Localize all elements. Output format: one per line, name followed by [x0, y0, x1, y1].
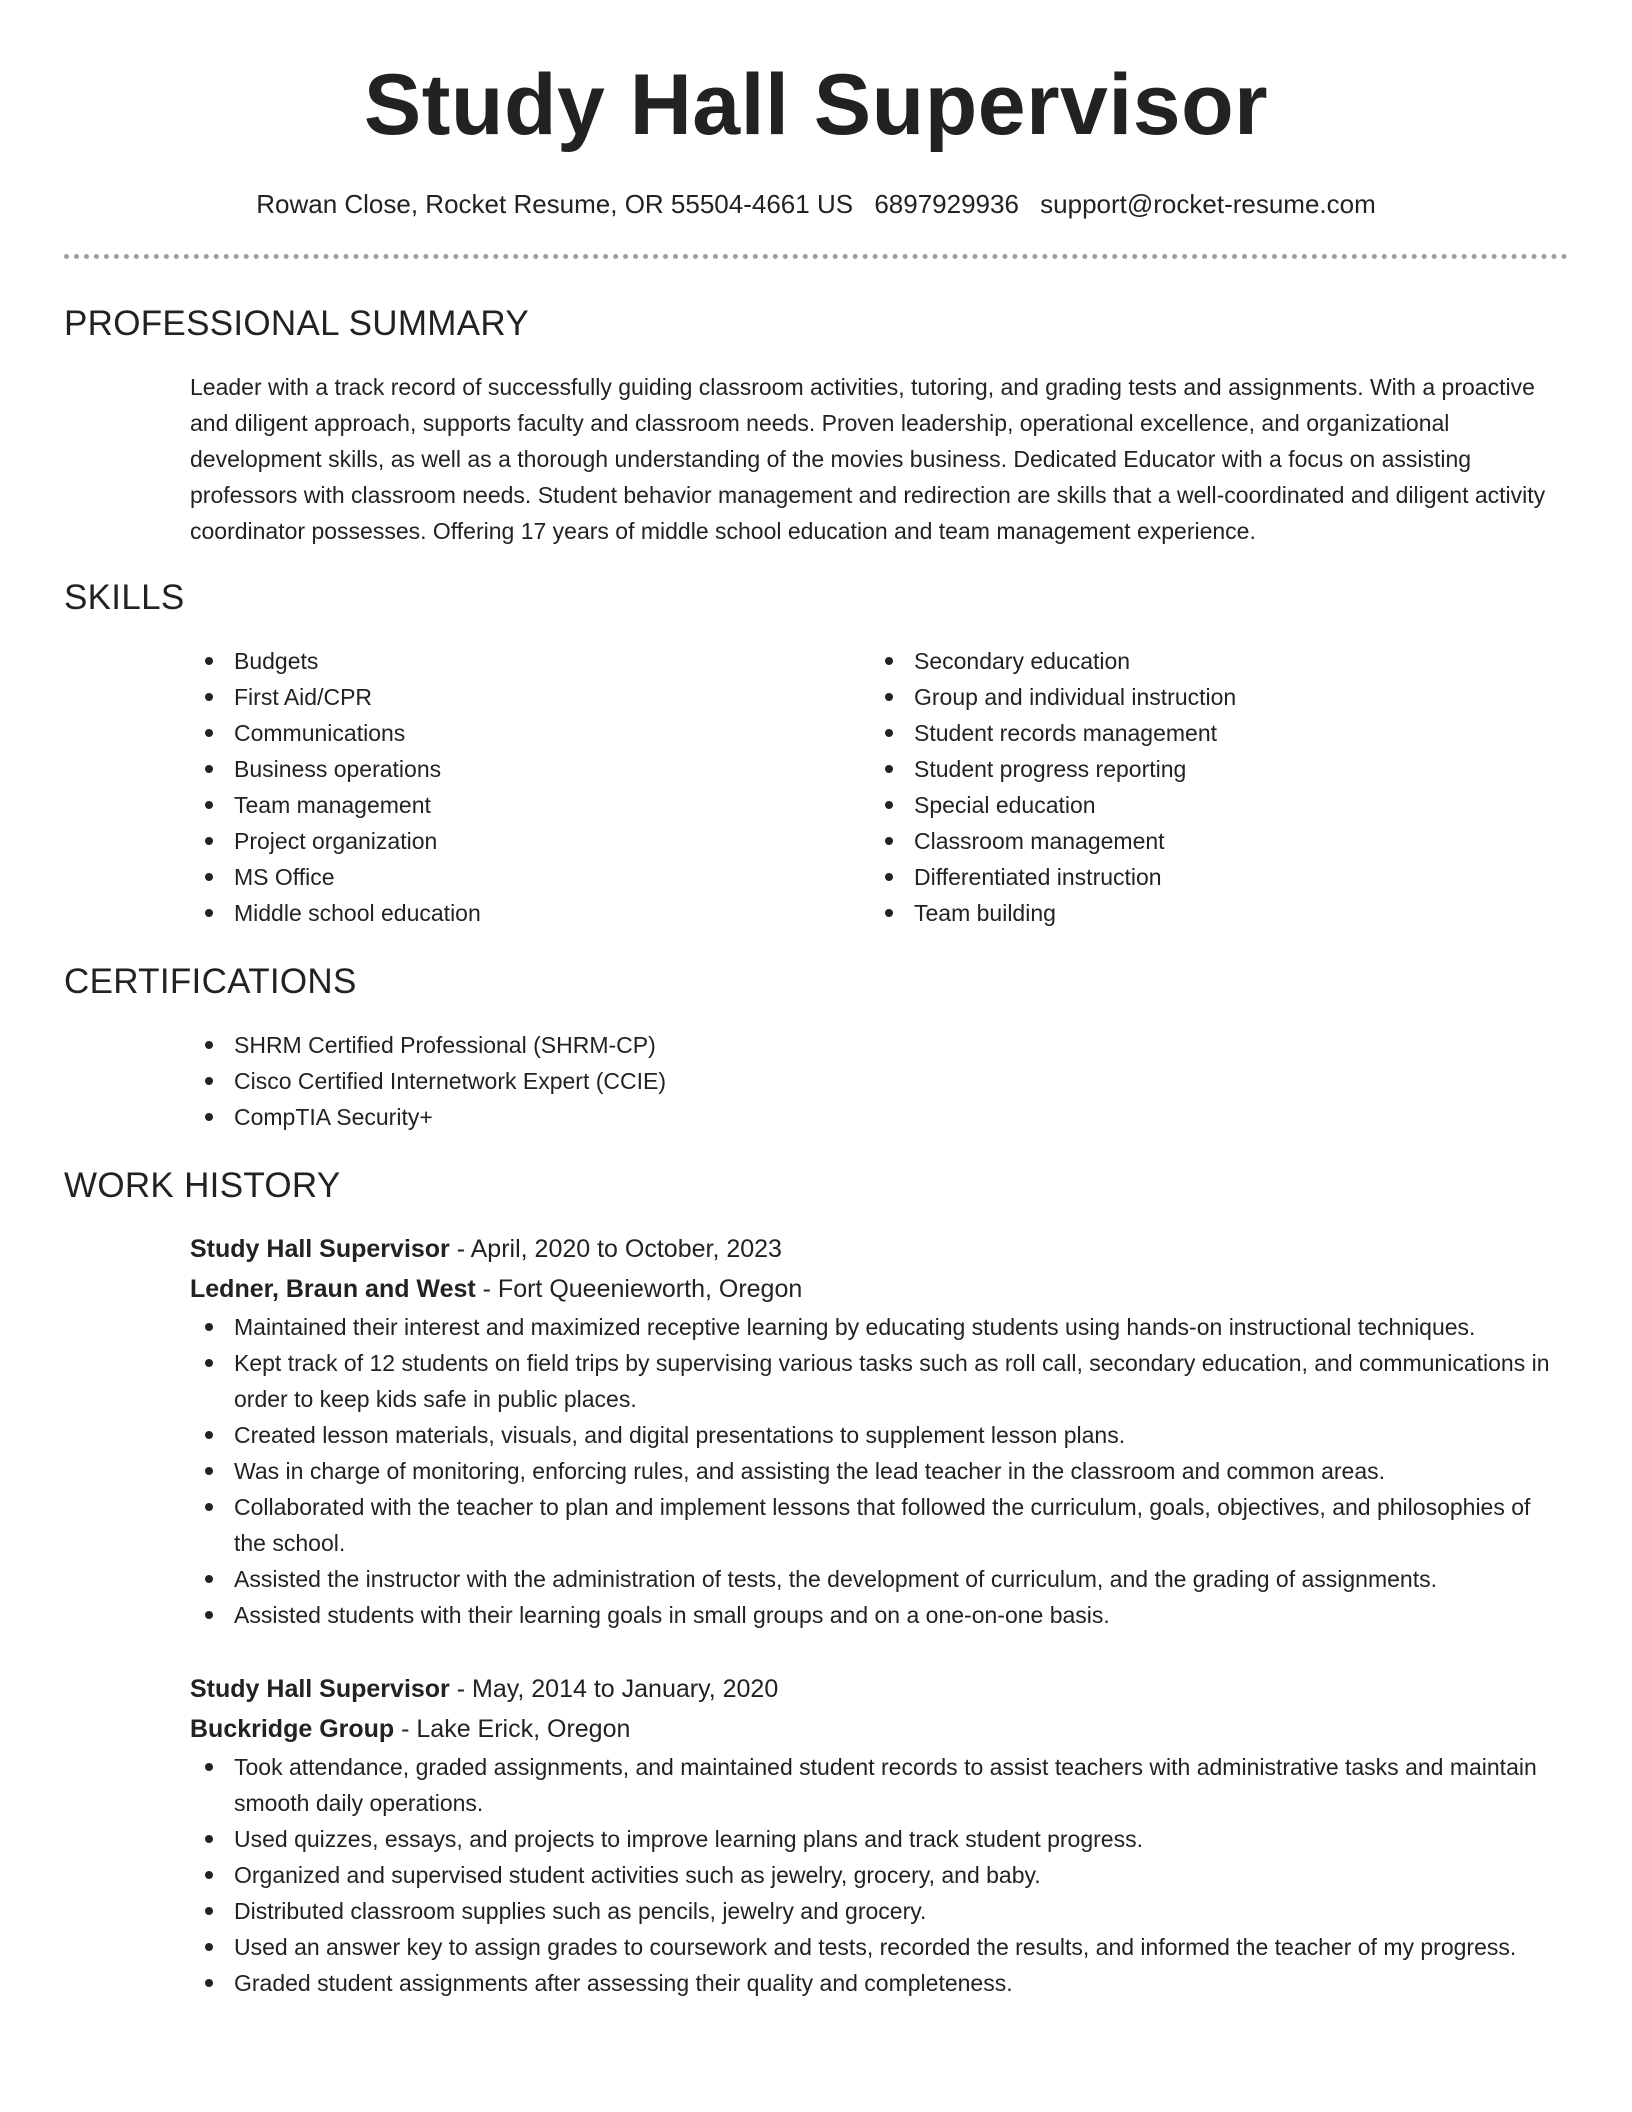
certification-item: Cisco Certified Internetwork Expert (CCIE) [190, 1063, 1568, 1099]
section-title-certifications: CERTIFICATIONS [64, 962, 357, 1001]
skill-item: Middle school education [190, 895, 870, 931]
skill-item: Team management [190, 787, 870, 823]
skill-item: Classroom management [870, 823, 1550, 859]
job-bullet: Used an answer key to assign grades to coursework and tests, recorded the results, and informed the teacher of my progress. [190, 1929, 1568, 1965]
certification-item: CompTIA Security+ [190, 1099, 1568, 1135]
job-company: Buckridge Group [190, 1715, 395, 1743]
job-bullet: Collaborated with the teacher to plan and implement lessons that followed the curriculum, goals, objectives, and philosophies of the school. [190, 1489, 1568, 1561]
job-title-line [190, 1229, 1568, 1269]
contact-line [64, 188, 1568, 220]
job-dates: - April, 2020 to October, 2023 [449, 1235, 782, 1263]
certifications-list [190, 1027, 1568, 1135]
job-location: - Fort Queenieworth, Oregon [475, 1275, 803, 1303]
job-company-line [190, 1269, 1568, 1309]
summary-text: Leader with a track record of successfully guiding classroom activities, tutoring, and grading tests and assignments. With a proactive and diligent approach, supports faculty and classroom needs. Proven leadership, operational excellence, and organizational development skills, as well as a thorough understanding of the movies business. Dedicated Educator with a focus on assisting professors with classroom needs. Student behavior management and redirection are skills that a well-coordinated and diligent activity coordinator possesses. Offering 17 years of middle school education and team management experience. [190, 374, 1546, 544]
job-company-line [190, 1709, 1568, 1749]
skill-item: Group and individual instruction [870, 679, 1550, 715]
job-bullet: Assisted students with their learning goals in small groups and on a one-on-one basis. [190, 1597, 1568, 1633]
job-bullet: Assisted the instructor with the administration of tests, the development of curriculum, and the grading of assignments. [190, 1561, 1568, 1597]
skill-item: Differentiated instruction [870, 859, 1550, 895]
candidate-name: Study Hall Supervisor [363, 57, 1269, 153]
skill-item: Business operations [190, 751, 870, 787]
job-role: Study Hall Supervisor [190, 1675, 450, 1703]
job-bullets [190, 1309, 1568, 1633]
skills-column-left [190, 643, 870, 931]
section-title-summary: PROFESSIONAL SUMMARY [64, 304, 529, 343]
certification-item: SHRM Certified Professional (SHRM-CP) [190, 1027, 1568, 1063]
section-title-work-history: WORK HISTORY [64, 1166, 341, 1205]
skill-item: Budgets [190, 643, 870, 679]
skill-item: Student progress reporting [870, 751, 1550, 787]
job-bullet: Distributed classroom supplies such as pencils, jewelry and grocery. [190, 1893, 1568, 1929]
skill-item: Student records management [870, 715, 1550, 751]
phone-text: 6897929936 [874, 189, 1019, 219]
skills-list [190, 643, 1568, 931]
email-link[interactable]: support@rocket-resume.com [1040, 189, 1376, 219]
job-bullet: Organized and supervised student activities such as jewelry, grocery, and baby. [190, 1857, 1568, 1893]
section-title-skills: SKILLS [64, 578, 185, 617]
job-bullets [190, 1749, 1568, 2001]
skill-item: Communications [190, 715, 870, 751]
job-bullet: Kept track of 12 students on field trips by supervising various tasks such as roll call, secondary education, and communications in order to keep kids safe in public places. [190, 1345, 1568, 1417]
job-bullet: Graded student assignments after assessing their quality and completeness. [190, 1965, 1568, 2001]
job-entry [190, 1669, 1568, 2001]
resume-page [64, 0, 1568, 2001]
job-company: Ledner, Braun and West [190, 1275, 476, 1303]
skill-item: Special education [870, 787, 1550, 823]
job-bullet: Used quizzes, essays, and projects to improve learning plans and track student progress. [190, 1821, 1568, 1857]
job-bullet: Was in charge of monitoring, enforcing rules, and assisting the lead teacher in the classroom and common areas. [190, 1453, 1568, 1489]
job-title-line [190, 1669, 1568, 1709]
address-text: Rowan Close, Rocket Resume, OR 55504-4661 US [256, 189, 854, 219]
skills-column-right [870, 643, 1550, 931]
job-bullet: Took attendance, graded assignments, and maintained student records to assist teachers with administrative tasks and maintain smooth daily operations. [190, 1749, 1568, 1821]
job-dates: - May, 2014 to January, 2020 [449, 1675, 779, 1703]
job-bullet: Maintained their interest and maximized receptive learning by educating students using hands-on instructional techniques. [190, 1309, 1568, 1345]
job-location: - Lake Erick, Oregon [394, 1715, 631, 1743]
skill-item: Project organization [190, 823, 870, 859]
job-role: Study Hall Supervisor [190, 1235, 450, 1263]
skill-item: First Aid/CPR [190, 679, 870, 715]
skill-item: Team building [870, 895, 1550, 931]
skill-item: Secondary education [870, 643, 1550, 679]
header-divider [64, 254, 1568, 259]
job-entry [190, 1229, 1568, 1633]
job-bullet: Created lesson materials, visuals, and digital presentations to supplement lesson plans. [190, 1417, 1568, 1453]
skill-item: MS Office [190, 859, 870, 895]
